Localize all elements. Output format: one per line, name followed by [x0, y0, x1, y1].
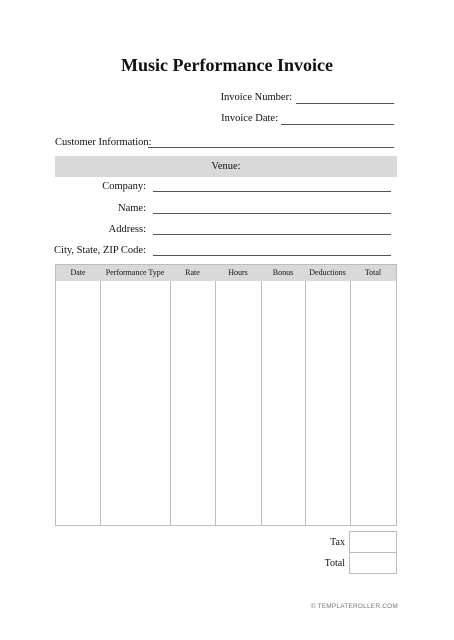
city-state-zip-label: City, State, ZIP Code: — [54, 245, 146, 256]
address-label: Address: — [108, 224, 146, 235]
column-divider — [261, 281, 262, 525]
invoice-date-label: Invoice Date: — [221, 113, 278, 124]
header-date: Date — [70, 268, 86, 277]
footer-credit[interactable]: © TEMPLATEROLLER.COM — [310, 603, 398, 610]
city-state-zip-field[interactable] — [153, 255, 391, 256]
venue-heading: Venue: — [55, 156, 397, 177]
address-field[interactable] — [153, 234, 391, 235]
tax-field[interactable] — [349, 531, 397, 553]
company-field[interactable] — [153, 191, 391, 192]
customer-information-label: Customer Information: — [55, 137, 152, 148]
customer-information-field[interactable] — [148, 147, 394, 148]
column-divider — [100, 281, 101, 525]
header-deductions: Deductions — [309, 268, 346, 277]
performance-table — [55, 264, 397, 526]
column-divider — [215, 281, 216, 525]
header-bonus: Bonus — [272, 268, 294, 277]
invoice-number-field[interactable] — [296, 103, 394, 104]
header-rate: Rate — [185, 268, 200, 277]
header-hours: Hours — [228, 268, 248, 277]
total-field[interactable] — [349, 552, 397, 574]
header-total: Total — [364, 268, 382, 277]
invoice-title: Music Performance Invoice — [121, 55, 333, 75]
company-label: Company: — [102, 181, 146, 192]
invoice-date-field[interactable] — [281, 124, 394, 125]
tax-label: Tax — [330, 537, 345, 548]
name-field[interactable] — [153, 213, 391, 214]
header-performance-type: Performance Type — [105, 268, 165, 277]
column-divider — [170, 281, 171, 525]
name-label: Name: — [118, 203, 146, 214]
column-divider — [350, 281, 351, 525]
invoice-number-label: Invoice Number: — [220, 92, 292, 103]
column-divider — [305, 281, 306, 525]
table-header — [56, 265, 396, 281]
total-label: Total — [324, 558, 345, 569]
